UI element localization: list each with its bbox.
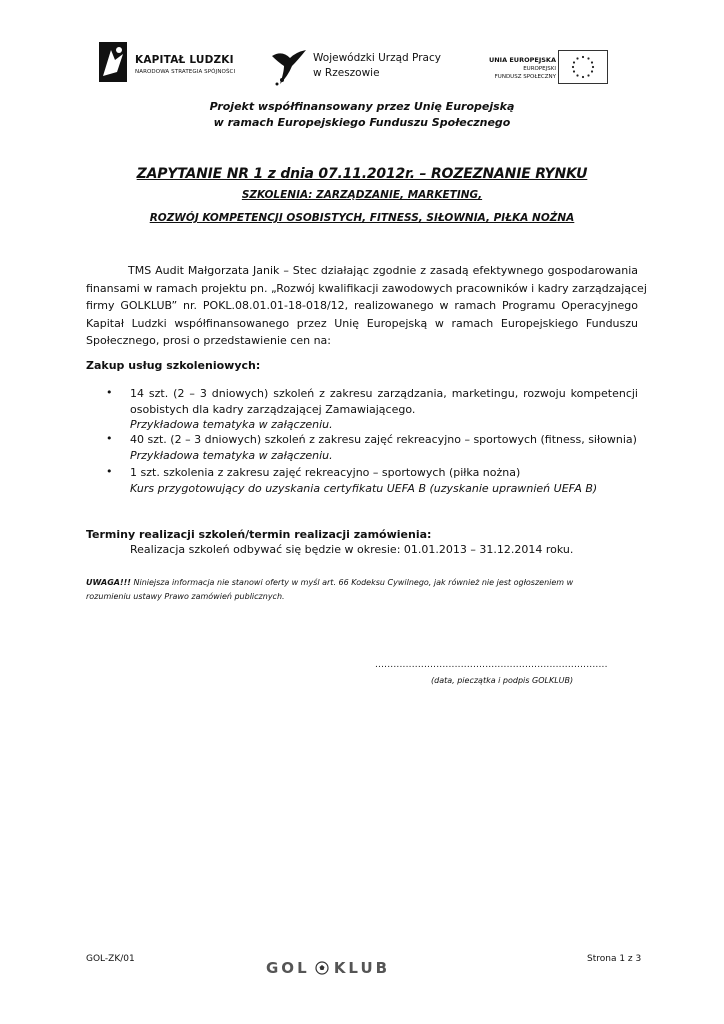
notice-label: UWAGA!!! [86,578,131,587]
intro-line: finansami w ramach projektu pn. „Rozwój kwalifikacji zawodowych pracowników i kadry zarządzającej [86,281,647,295]
kapital-ludzki-subtitle: NARODOWA STRATEGIA SPÓJNOŚCI [135,69,236,75]
list-item-note: Przykładowa tematyka w załączeniu. [130,418,333,431]
list-item-line: 14 szt. (2 – 3 dniowych) szkoleń z zakresu zarządzania, marketingu, rozwoju kompetencji [130,387,638,400]
intro-line: firmy GOLKLUB” nr. POKL.08.01.01-18-018/12, realizowanego w ramach Programu Operacyjnego [86,299,638,312]
intro-paragraph [86,262,647,350]
eu-flag [558,50,608,84]
football-icon [315,961,329,975]
notice-line1: Niniejsza informacja nie stanowi oferty w myśl art. 66 Kodeksu Cywilnego, jak również nie jest ogłoszeniem w [130,578,574,587]
eu-stars-icon [559,51,607,83]
project-line2: w ramach Europejskiego Funduszu Społecznego [213,116,511,129]
eu-line2: EUROPEJSKI [523,65,556,72]
intro-line: Społecznego, prosi o przedstawienie cen na: [86,334,331,347]
intro-line: Kapitał Ludzki współfinansowanego przez Unię Europejską w ramach Europejskiego Funduszu [86,316,638,330]
footer-logo-left: GOL [266,958,310,977]
golklub-footer-logo [266,957,446,977]
subtitle-line1: SZKOLENIA: ZARZĄDZANIE, MARKETING, [241,189,483,201]
wup-name-line2: w Rzeszowie [313,67,380,79]
list-item-note: Kurs przygotowujący do uzyskania certyfikatu UEFA B (uzyskanie uprawnień UEFA B) [130,481,598,495]
footer-page-number: Strona 1 z 3 [587,954,642,964]
eu-line1: UNIA EUROPEJSKA [488,56,556,64]
kapital-ludzki-logo [99,40,244,87]
intro-line: TMS Audit Małgorzata Janik – Stec działając zgodnie z zasadą efektywnego gospodarowania [128,264,638,277]
notice [86,576,638,604]
eu-logo-text [476,56,556,82]
list-item-line: 1 szt. szkolenia z zakresu zajęć rekreacyjno – sportowych (piłka nożna) [130,466,521,479]
bullet-icon: • [106,432,113,445]
page-title: ZAPYTANIE NR 1 z dnia 07.11.2012r. – ROZEZNANIE RYNKU [136,166,588,182]
list-item [130,432,650,463]
eu-line3: FUNDUSZ SPOŁECZNY [494,74,556,80]
list-item-line: 40 szt. (2 – 3 dniowych) szkoleń z zakresu zajęć rekreacyjno – sportowych (fitness, siłownia) [130,433,637,446]
bullet-icon: • [106,386,113,399]
footer-doc-id: GOL-ZK/01 [86,954,135,964]
kapital-ludzki-title: KAPITAŁ LUDZKI [135,54,234,66]
terms-text: Realizacja szkoleń odbywać się będzie w okresie: 01.01.2013 – 31.12.2014 roku. [130,543,574,556]
list-item [130,386,638,433]
kapital-ludzki-icon [99,42,127,82]
section-heading-terms: Terminy realizacji szkoleń/termin realizacji zamówienia: [86,528,432,541]
bullet-icon: • [106,465,113,478]
section-heading-purchase: Zakup usług szkoleniowych: [86,359,261,372]
footer-logo-right: KLUB [333,958,391,977]
wup-bird-icon [270,46,308,86]
list-item-line: osobistych dla kadry zarządzającej Zamawiającego. [130,402,416,416]
wup-logo [270,44,450,88]
wup-name-line1: Wojewódzki Urząd Pracy [313,52,441,64]
notice-line2: rozumieniu ustawy Prawo zamówień publicznych. [86,592,285,601]
project-line1: Projekt współfinansowany przez Unię Europejską [209,100,515,113]
signature-caption: (data, pieczątka i podpis GOLKLUB) [431,676,574,685]
list-item [130,465,638,496]
signature-line: ............................................................................ [375,660,608,670]
subtitle-line2: ROZWÓJ KOMPETENCJI OSOBISTYCH, FITNESS, SIŁOWNIA, PIŁKA NOŻNA [149,212,575,224]
list-item-note: Przykładowa tematyka w załączeniu. [130,448,333,462]
